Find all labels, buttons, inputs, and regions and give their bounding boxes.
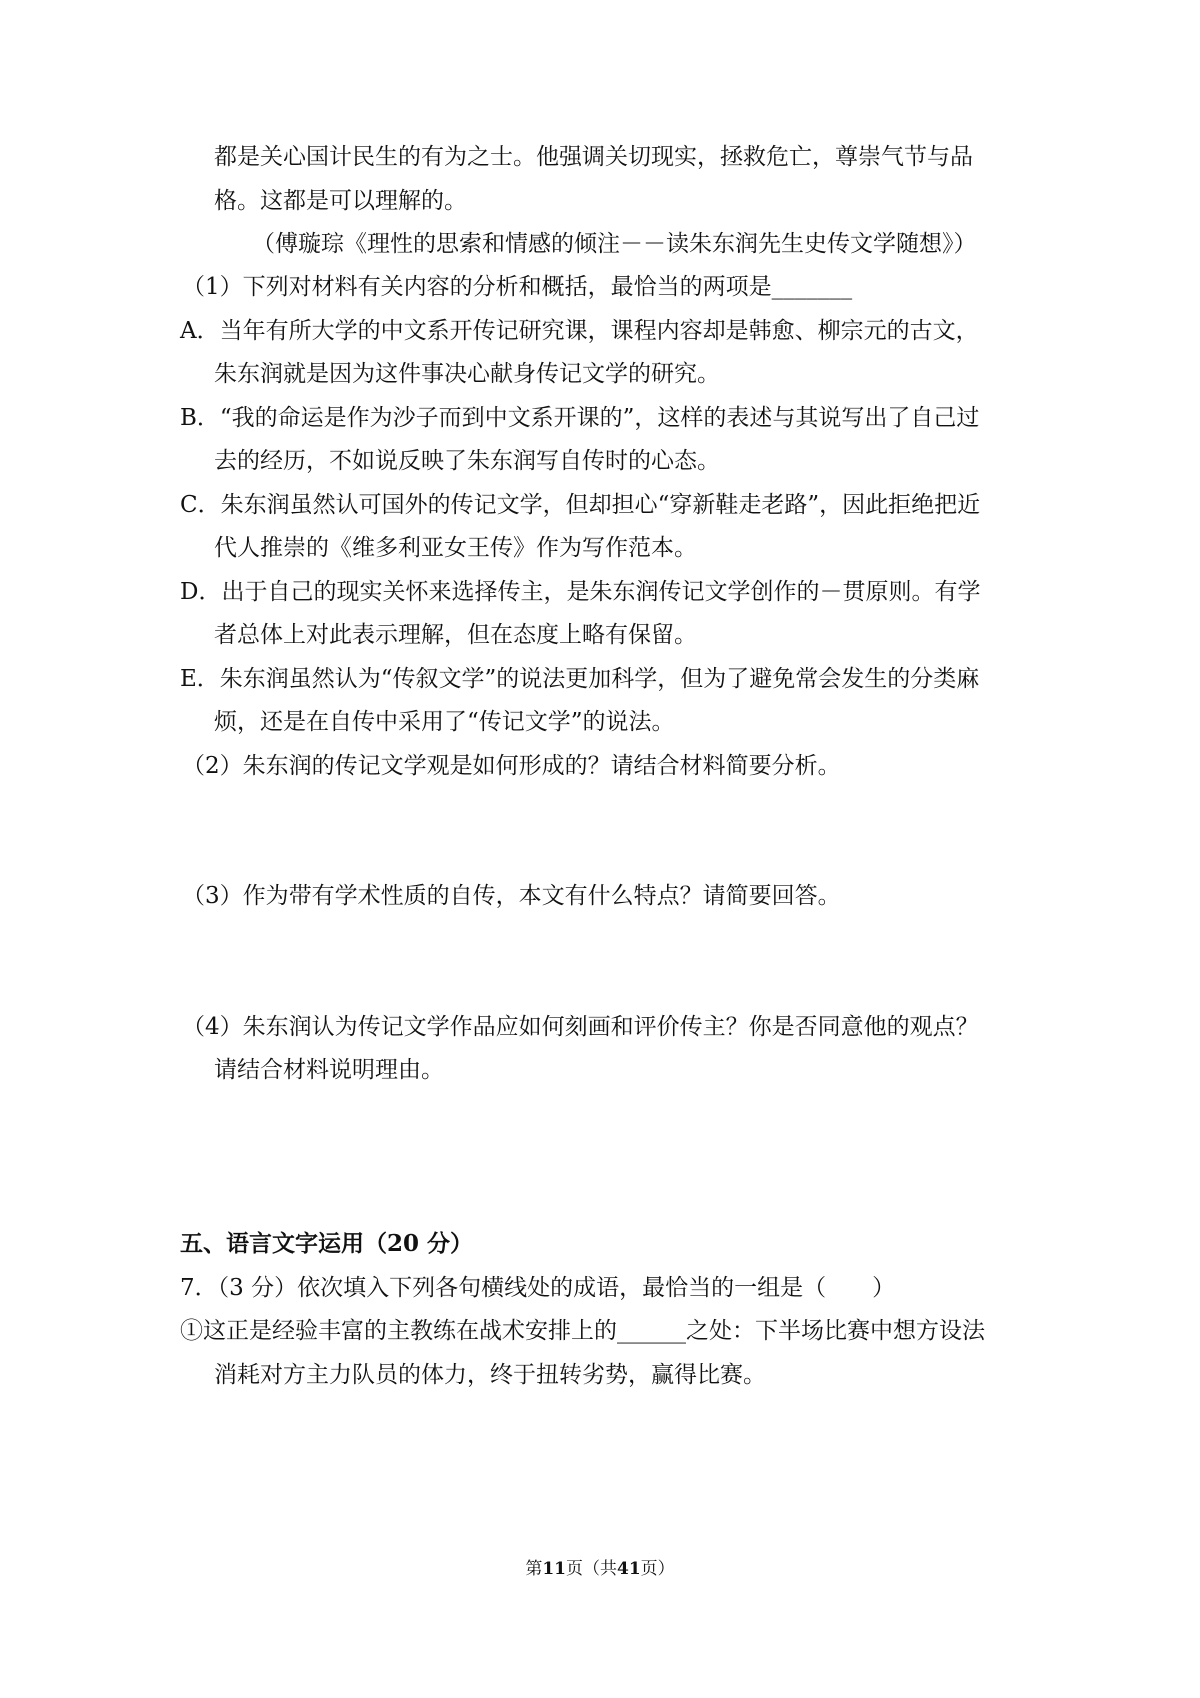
option-a: A．当年有所大学的中文系开传记研究课，课程内容却是韩愈、柳宗元的古文， <box>180 318 979 344</box>
question-4: （4）朱东润认为传记文学作品应如何刻画和评价传主？你是否同意他的观点？ <box>182 1014 979 1040</box>
citation: （傅璇琮《理性的思索和情感的倾注－－读朱东润先生史传文学随想》） <box>252 231 977 257</box>
question-4-cont: 请结合材料说明理由。 <box>214 1057 444 1083</box>
page-total: 41 <box>617 1559 641 1579</box>
option-c-cont: 代人推崇的《维多利亚女王传》作为写作范本。 <box>214 535 697 561</box>
option-c: C．朱东润虽然认可国外的传记文学，但却担心“穿新鞋走老路”，因此拒绝把近 <box>180 492 981 518</box>
option-d: D．出于自己的现实关怀来选择传主，是朱东润传记文学创作的－贯原则。有学 <box>180 579 981 605</box>
option-e-cont: 烦，还是在自传中采用了“传记文学”的说法。 <box>214 709 675 735</box>
footer-mid: 页（共 <box>566 1559 617 1579</box>
section-heading: 五、语言文字运用（20 分） <box>180 1230 474 1257</box>
question-3: （3）作为带有学术性质的自传，本文有什么特点？请简要回答。 <box>182 883 841 909</box>
option-a-cont: 朱东润就是因为这件事决心献身传记文学的研究。 <box>214 361 720 387</box>
text-line: 格。这都是可以理解的。 <box>214 188 467 214</box>
question-2: （2）朱东润的传记文学观是如何形成的？请结合材料简要分析。 <box>182 753 841 779</box>
footer-prefix: 第 <box>525 1559 543 1579</box>
sentence-1-cont: 消耗对方主力队员的体力，终于扭转劣势，赢得比赛。 <box>214 1362 766 1388</box>
page-number: 11 <box>542 1559 566 1579</box>
option-d-cont: 者总体上对此表示理解，但在态度上略有保留。 <box>214 622 697 648</box>
question-7: 7．（3 分）依次填入下列各句横线处的成语，最恰当的一组是（ ） <box>180 1275 896 1301</box>
footer-suffix: 页） <box>640 1559 675 1579</box>
sentence-1: ①这正是经验丰富的主教练在战术安排上的______之处：下半场比赛中想方设法 <box>180 1318 985 1344</box>
option-e: E．朱东润虽然认为“传叙文学”的说法更加科学，但为了避免常会发生的分类麻 <box>180 666 980 692</box>
option-b-cont: 去的经历，不如说反映了朱东润写自传时的心态。 <box>214 448 720 474</box>
page-footer <box>0 1558 1200 1580</box>
question-1: （1）下列对材料有关内容的分析和概括，最恰当的两项是_______ <box>182 274 853 300</box>
text-line: 都是关心国计民生的有为之士。他强调关切现实，拯救危亡，尊崇气节与品 <box>214 144 973 170</box>
option-b: B．“我的命运是作为沙子而到中文系开课的”，这样的表述与其说写出了自己过 <box>180 405 980 431</box>
